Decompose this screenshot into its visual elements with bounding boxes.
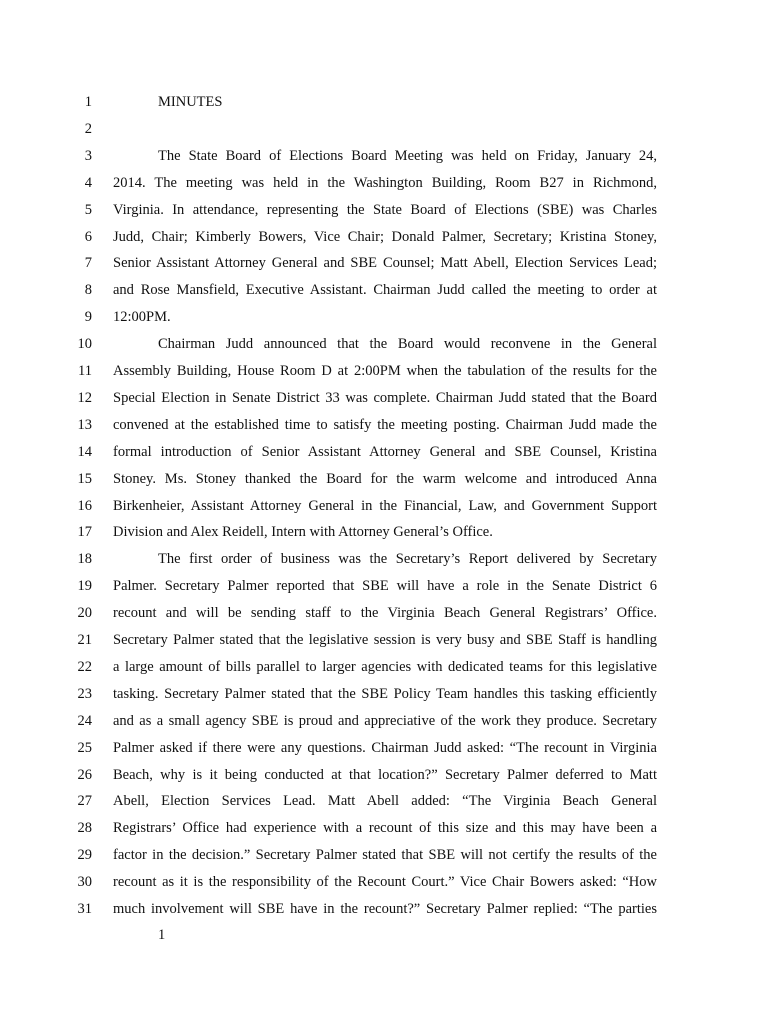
- document-line: [0, 869, 770, 895]
- line-number: 26: [77, 766, 92, 783]
- line-number: 4: [84, 174, 92, 191]
- line-text: Assembly Building, House Room D at 2:00PM when the tabulation of the results for the: [113, 363, 657, 379]
- line-text: much involvement will SBE have in the recount?” Secretary Palmer replied: “The parties: [113, 901, 657, 917]
- line-text: recount as it is the responsibility of the Recount Court.” Vice Chair Bowers asked: “How: [113, 874, 657, 891]
- document-line: [0, 681, 770, 707]
- line-text: Senior Assistant Attorney General and SBE Counsel; Matt Abell, Election Services Lead;: [113, 255, 657, 272]
- document-line: [0, 493, 770, 519]
- line-text: The first order of business was the Secretary’s Report delivered by Secretary: [158, 551, 657, 568]
- line-number: 2: [84, 120, 92, 137]
- document-line: [0, 89, 770, 115]
- line-number: 25: [77, 739, 92, 756]
- line-number: 21: [77, 632, 92, 648]
- document-line: [0, 842, 770, 868]
- line-text: a large amount of bills parallel to larger agencies with dedicated teams for this legislative: [113, 658, 657, 675]
- line-number: 3: [84, 147, 92, 164]
- line-number: 16: [77, 497, 92, 514]
- document-line: [0, 197, 770, 223]
- line-text: Judd, Chair; Kimberly Bowers, Vice Chair; Donald Palmer, Secretary; Kristina Stoney,: [113, 228, 657, 245]
- line-text: Chairman Judd announced that the Board would reconvene in the General: [158, 336, 657, 353]
- line-number: 10: [77, 336, 92, 353]
- line-number: 15: [77, 470, 92, 487]
- line-number: 12: [77, 389, 92, 406]
- line-text: Division and Alex Reidell, Intern with Attorney General’s Office.: [113, 524, 493, 541]
- line-text: Abell, Election Services Lead. Matt Abell added: “The Virginia Beach General: [113, 793, 657, 810]
- document-line: [0, 815, 770, 841]
- line-text: Beach, why is it being conducted at that location?” Secretary Palmer deferred to Matt: [113, 766, 657, 783]
- line-number: 11: [78, 363, 92, 379]
- document-line: [0, 896, 770, 922]
- document-line: [0, 600, 770, 626]
- line-number: 18: [77, 551, 92, 568]
- document-line: [0, 654, 770, 680]
- line-number: 5: [84, 201, 92, 218]
- document-line: [0, 519, 770, 545]
- line-number: 8: [84, 282, 92, 299]
- line-number: 1: [84, 94, 92, 110]
- line-text: Stoney. Ms. Stoney thanked the Board for the warm welcome and introduced Anna: [113, 470, 657, 487]
- line-number: 13: [77, 416, 92, 433]
- document-line: [0, 573, 770, 599]
- line-text: Registrars’ Office had experience with a recount of this size and this may have been a: [113, 820, 657, 837]
- document-line: [0, 735, 770, 761]
- document-line: [0, 627, 770, 653]
- line-text: The State Board of Elections Board Meeting was held on Friday, January 24,: [158, 147, 657, 164]
- document-line: [0, 466, 770, 492]
- document-line: [0, 143, 770, 169]
- document-line: [0, 277, 770, 303]
- line-number: 23: [77, 685, 92, 702]
- line-text: convened at the established time to satisfy the meeting posting. Chairman Judd made the: [113, 416, 657, 433]
- document-line: [0, 224, 770, 250]
- line-number: 20: [77, 605, 92, 622]
- line-number: 30: [77, 874, 92, 891]
- line-text: Palmer. Secretary Palmer reported that SBE will have a role in the Senate District 6: [113, 578, 657, 595]
- document-line: [0, 439, 770, 465]
- document-line: [0, 358, 770, 384]
- line-number: 17: [77, 524, 92, 541]
- line-text: Palmer asked if there were any questions. Chairman Judd asked: “The recount in Virginia: [113, 739, 657, 756]
- document-line: [0, 762, 770, 788]
- line-text: and as a small agency SBE is proud and appreciative of the work they produce. Secretary: [113, 712, 657, 729]
- line-number: 28: [77, 820, 92, 837]
- line-text: recount and will be sending staff to the Virginia Beach General Registrars’ Office.: [113, 605, 657, 622]
- document-line: [0, 708, 770, 734]
- line-text: 12:00PM.: [113, 309, 171, 326]
- document-line: [0, 170, 770, 196]
- document-line: [0, 116, 770, 142]
- line-text: Special Election in Senate District 33 was complete. Chairman Judd stated that the Board: [113, 389, 657, 406]
- line-text: factor in the decision.” Secretary Palmer stated that SBE will not certify the results of the: [113, 847, 657, 864]
- line-number: 7: [84, 255, 92, 272]
- document-line: [0, 250, 770, 276]
- line-text: Birkenheier, Assistant Attorney General in the Financial, Law, and Government Support: [113, 497, 657, 514]
- line-text: 2014. The meeting was held in the Washington Building, Room B27 in Richmond,: [113, 174, 657, 191]
- line-text: Virginia. In attendance, representing the State Board of Elections (SBE) was Charles: [113, 201, 657, 218]
- document-line: [0, 412, 770, 438]
- line-number: 19: [77, 578, 92, 595]
- line-number: 9: [84, 309, 92, 326]
- line-text: MINUTES: [158, 94, 223, 110]
- line-text: tasking. Secretary Palmer stated that the SBE Policy Team handles this tasking efficiently: [113, 685, 657, 702]
- document-line: [0, 385, 770, 411]
- document-line: [0, 788, 770, 814]
- line-text: and Rose Mansfield, Executive Assistant. Chairman Judd called the meeting to order at: [113, 282, 657, 299]
- line-number: 22: [77, 658, 92, 675]
- line-number: 14: [77, 443, 92, 460]
- line-number: 6: [84, 228, 92, 245]
- document-line: [0, 546, 770, 572]
- line-number: 27: [77, 793, 92, 810]
- line-number: 24: [77, 712, 92, 729]
- document-line: [0, 304, 770, 330]
- line-text: formal introduction of Senior Assistant Attorney General and SBE Counsel, Kristina: [113, 443, 657, 460]
- line-number: 29: [77, 847, 92, 864]
- line-number: 31: [77, 901, 92, 917]
- page-number: 1: [158, 927, 166, 943]
- document-line: [0, 331, 770, 357]
- line-text: Secretary Palmer stated that the legislative session is very busy and SBE Staff is handling: [113, 632, 657, 648]
